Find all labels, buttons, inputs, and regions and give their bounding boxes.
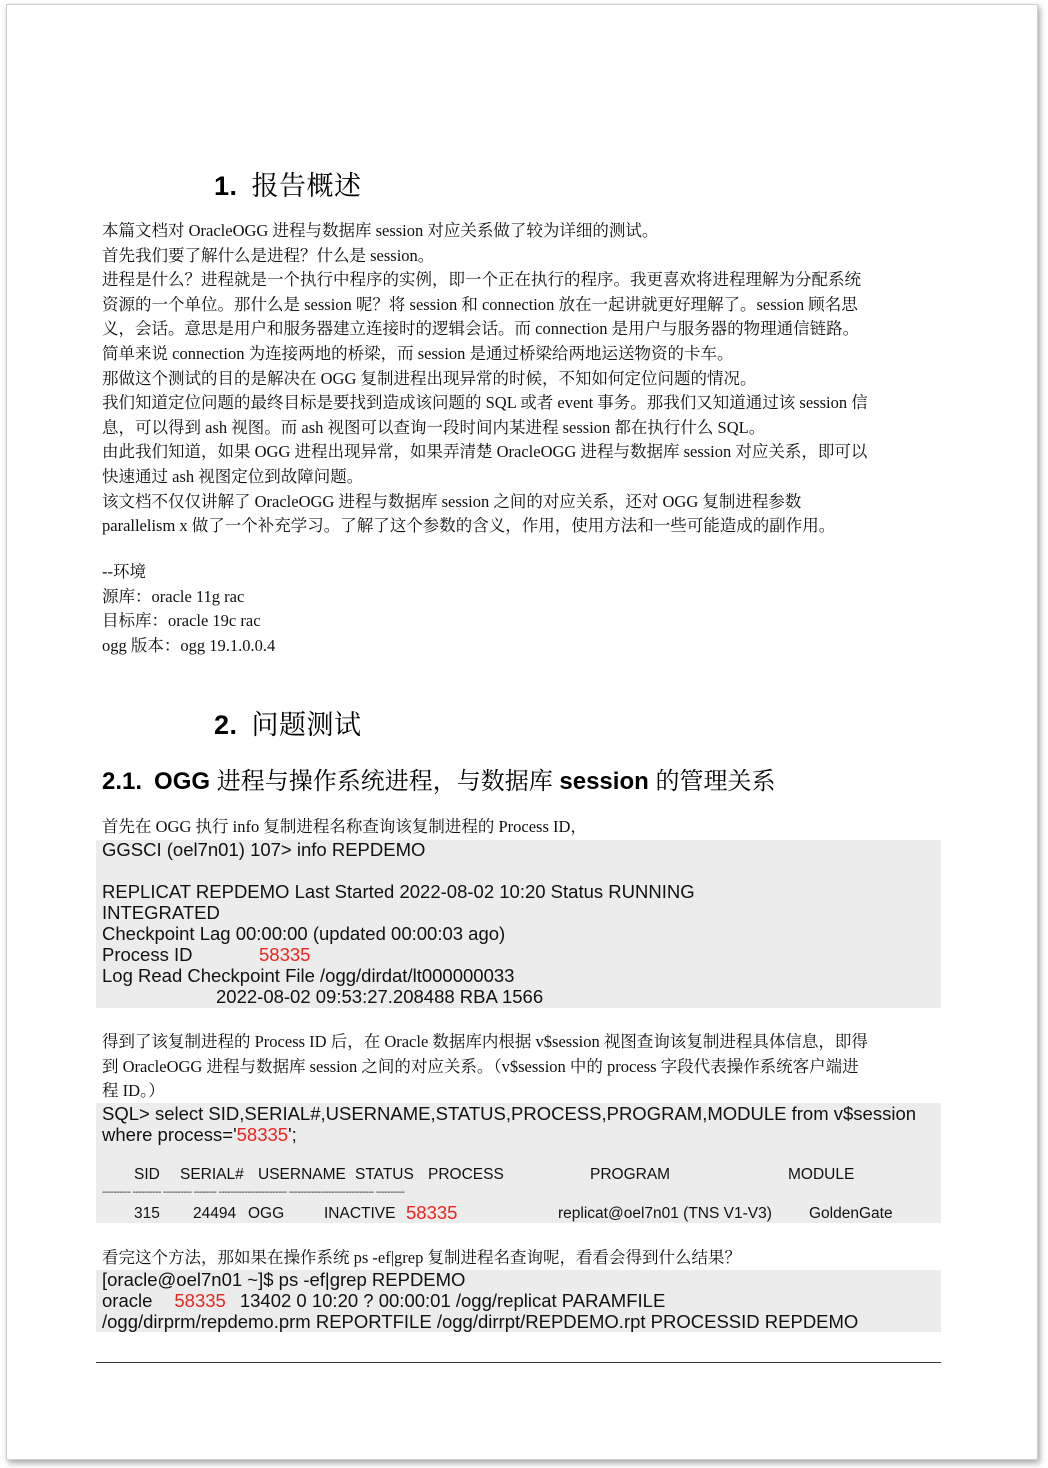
col-header: MODULE — [788, 1166, 855, 1183]
intro-line: 那做这个测试的目的是解决在 OGG 复制进程出现异常的时候，不知如何定位问题的情况。 — [102, 369, 757, 388]
table-cell-process-id: 58335 — [406, 1202, 458, 1223]
section-1-title: 报告概述 — [251, 171, 362, 201]
env-ogg-version: ogg 版本：ogg 19.1.0.0.4 — [102, 636, 276, 655]
intro-line: 资源的一个单位。那什么是 session 呢？将 session 和 connection 放在一起讲就更好理解了。session 顾名思 — [102, 295, 858, 314]
table-divider: ---------- ---------- ---------- -------- ------------------------ ------------------------------ ---------- — [102, 1187, 405, 1198]
intro-line: 我们知道定位问题的最终目标是要找到造成该问题的 SQL 或者 event 事务。那我们又知道通过该 session 信 — [102, 393, 868, 412]
table-cell: INACTIVE — [324, 1205, 396, 1222]
section-1-heading — [214, 164, 362, 203]
ggsci-process-id-label: Process ID — [102, 944, 193, 965]
ps-output-line: /ogg/dirprm/repdemo.prm REPORTFILE /ogg/dirrpt/REPDEMO.rpt PROCESSID REPDEMO — [102, 1311, 859, 1332]
table-cell: GoldenGate — [809, 1205, 893, 1222]
section-2-1-title-part: 进程与操作系统进程，与数据库 — [210, 768, 560, 795]
section-2-heading — [214, 703, 362, 742]
paragraph-session-query: 到 OracleOGG 进程与数据库 session 之间的对应关系。（v$session 中的 process 字段代表操作系统客户端进 — [102, 1057, 859, 1076]
bottom-rule — [96, 1362, 941, 1363]
section-2-1-title-part: session — [559, 768, 649, 795]
intro-line: 息，可以得到 ash 视图。而 ash 视图可以查询一段时间内某进程 session 都在执行什么 SQL。 — [102, 418, 766, 437]
paragraph-session-query: 程 ID。） — [102, 1081, 165, 1100]
col-header: SID — [134, 1166, 160, 1183]
col-header: SERIAL# — [180, 1166, 244, 1183]
ggsci-process-id-value: 58335 — [259, 944, 311, 965]
paragraph-info-command: 首先在 OGG 执行 info 复制进程名称查询该复制进程的 Process ID， — [102, 817, 587, 836]
section-2-1-number: 2.1. — [102, 768, 143, 795]
col-header: PROGRAM — [590, 1166, 671, 1183]
ps-pid: 58335 — [174, 1290, 226, 1311]
ggsci-line: 2022-08-02 09:53:27.208488 RBA 1566 — [216, 986, 544, 1007]
paragraph-session-query: 得到了该复制进程的 Process ID 后，在 Oracle 数据库内根据 v$session 视图查询该复制进程具体信息，即得 — [102, 1032, 868, 1051]
section-2-number: 2. — [214, 710, 238, 740]
paragraph-ps-query: 看完这个方法，那如果在操作系统 ps -ef|grep 复制进程名查询呢，看看会得到什么结果？ — [102, 1248, 741, 1267]
table-cell: 315 — [134, 1205, 160, 1222]
col-header: STATUS — [355, 1166, 414, 1183]
sql-where-suffix: '; — [288, 1124, 297, 1145]
intro-line: 首先我们要了解什么是进程？什么是 session。 — [102, 246, 435, 265]
intro-line: 进程是什么？进程就是一个执行中程序的实例，即一个正在执行的程序。我更喜欢将进程理解为分配系统 — [102, 270, 861, 289]
env-source: 源库：oracle 11g rac — [102, 587, 245, 606]
sql-line-where — [102, 1124, 297, 1145]
section-2-1-title-part: 的管理关系 — [648, 768, 776, 795]
section-2-title: 问题测试 — [251, 710, 362, 740]
col-header: PROCESS — [428, 1166, 504, 1183]
section-2-1-title-part: OGG — [154, 768, 211, 795]
intro-line: 本篇文档对 OracleOGG 进程与数据库 session 对应关系做了较为详细的测试。 — [102, 221, 659, 240]
ggsci-line: Checkpoint Lag 00:00:00 (updated 00:00:03 ago) — [102, 923, 506, 944]
ps-user: oracle — [102, 1290, 153, 1311]
intro-line: 由此我们知道，如果 OGG 进程出现异常，如果弄清楚 OracleOGG 进程与数据库 session 对应关系，即可以 — [102, 442, 868, 461]
ps-rest: 13402 0 10:20 ? 00:00:01 /ogg/replicat PARAMFILE — [239, 1290, 666, 1311]
section-2-1-heading — [102, 761, 775, 796]
ps-output-line — [102, 1290, 665, 1311]
ggsci-command: GGSCI (oel7n01) 107> info REPDEMO — [102, 839, 426, 860]
table-cell: 24494 — [193, 1205, 237, 1222]
env-heading: --环境 — [102, 562, 146, 581]
sql-where-prefix: where process=' — [102, 1124, 237, 1145]
intro-line: 快速通过 ash 视图定位到故障问题。 — [102, 467, 364, 486]
intro-line: 该文档不仅仅讲解了 OracleOGG 进程与数据库 session 之间的对应关系，还对 OGG 复制进程参数 — [102, 492, 802, 511]
intro-line: 义，会话。意思是用户和服务器建立连接时的逻辑会话。而 connection 是用户与服务器的物理通信链路。 — [102, 319, 860, 338]
col-header: USERNAME — [258, 1166, 346, 1183]
sql-line: SQL> select SID,SERIAL#,USERNAME,STATUS,PROCESS,PROGRAM,MODULE from v$session — [102, 1103, 917, 1124]
env-target: 目标库：oracle 19c rac — [102, 611, 261, 630]
ggsci-line: REPLICAT REPDEMO Last Started 2022-08-02 10:20 Status RUNNING — [102, 881, 695, 902]
section-1-number: 1. — [214, 171, 238, 201]
ggsci-line: INTEGRATED — [102, 902, 220, 923]
intro-line: parallelism x 做了一个补充学习。了解了这个参数的含义，作用，使用方法和一些可能造成的副作用。 — [102, 516, 836, 535]
sql-where-process-id: 58335 — [236, 1124, 289, 1145]
ps-command: [oracle@oel7n01 ~]$ ps -ef|grep REPDEMO — [102, 1269, 466, 1290]
table-cell: replicat@oel7n01 (TNS V1-V3) — [558, 1205, 772, 1222]
table-cell: OGG — [248, 1205, 285, 1222]
ggsci-line: Log Read Checkpoint File /ogg/dirdat/lt000000033 — [102, 965, 515, 986]
intro-line: 简单来说 connection 为连接两地的桥梁，而 session 是通过桥梁给两地运送物资的卡车。 — [102, 344, 734, 363]
